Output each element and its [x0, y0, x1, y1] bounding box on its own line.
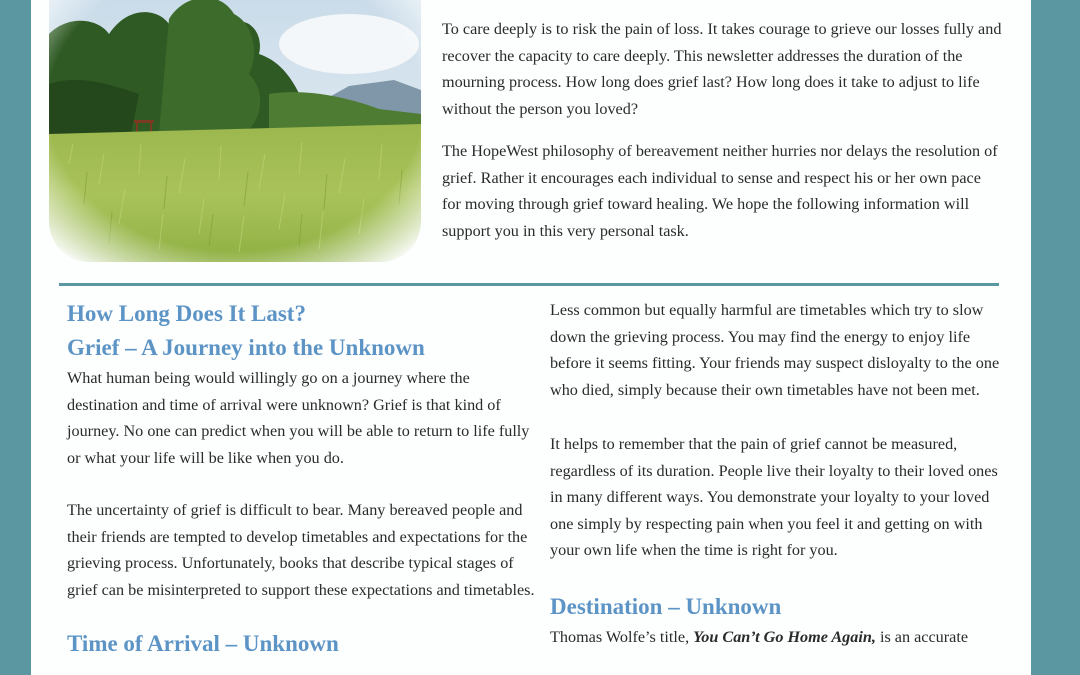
- section-heading-destination: Destination – Unknown: [550, 593, 782, 619]
- section-heading-how-long: How Long Does It Last?: [67, 301, 306, 326]
- left-paragraph-2: The uncertainty of grief is difficult to bear. Many bereaved people and their friends are tempted to develop timetables and expectations for the grieving process. Unfortunately, books that describe typical stages of grief can be misinterpreted to support these expectations and timetables.: [67, 501, 535, 599]
- right-paragraph-2: It helps to remember that the pain of grief cannot be measured, regardless of its duration. People live their loyalty to their loved ones in many different ways. You demonstrate your loyalty to your loved one simply by respecting pain when you feel it and getting on with your own life when the time is right for you.: [550, 435, 998, 559]
- section-heading-journey: Grief – A Journey into the Unknown: [67, 335, 425, 360]
- right-paragraph-3: [550, 624, 1005, 651]
- intro-paragraph-2: The HopeWest philosophy of bereavement neither hurries nor delays the resolution of grief. Rather it encourages each individual to sense and respect his or her own pace for moving through grief toward healing. We hope the following information will support you in this very personal task.: [442, 142, 998, 240]
- newsletter-page: [31, 0, 1031, 675]
- section-heading-time-of-arrival: Time of Arrival – Unknown: [67, 631, 339, 656]
- intro-text: [442, 16, 1002, 260]
- p3-trailing-text: is an accurate: [875, 627, 969, 646]
- right-column: [550, 297, 1005, 650]
- meadow-photo: [49, 0, 421, 262]
- p3-lead-text: Thomas Wolfe’s title,: [550, 627, 694, 646]
- left-paragraph-1: What human being would willingly go on a journey where the destination and time of arrival were unknown? Grief is that kind of journey. No one can predict when you will be able to return to life fully or what your life will be like when you do.: [67, 369, 530, 467]
- intro-paragraph-1: To care deeply is to risk the pain of loss. It takes courage to grieve our losses fully and recover the capacity to care deeply. This newsletter addresses the duration of the mourning process. How long does grief last? How long does it take to adjust to life without the person you loved?: [442, 20, 1002, 118]
- book-title: You Can’t Go Home Again,: [693, 627, 876, 646]
- right-paragraph-1: Less common but equally harmful are timetables which try to slow down the grieving process. You may find the energy to enjoy life before it seems fitting. Your friends may suspect disloyalty to the one who died, simply because their own timetables have not been met.: [550, 301, 1000, 399]
- left-column: [67, 297, 539, 661]
- section-divider: [59, 283, 999, 286]
